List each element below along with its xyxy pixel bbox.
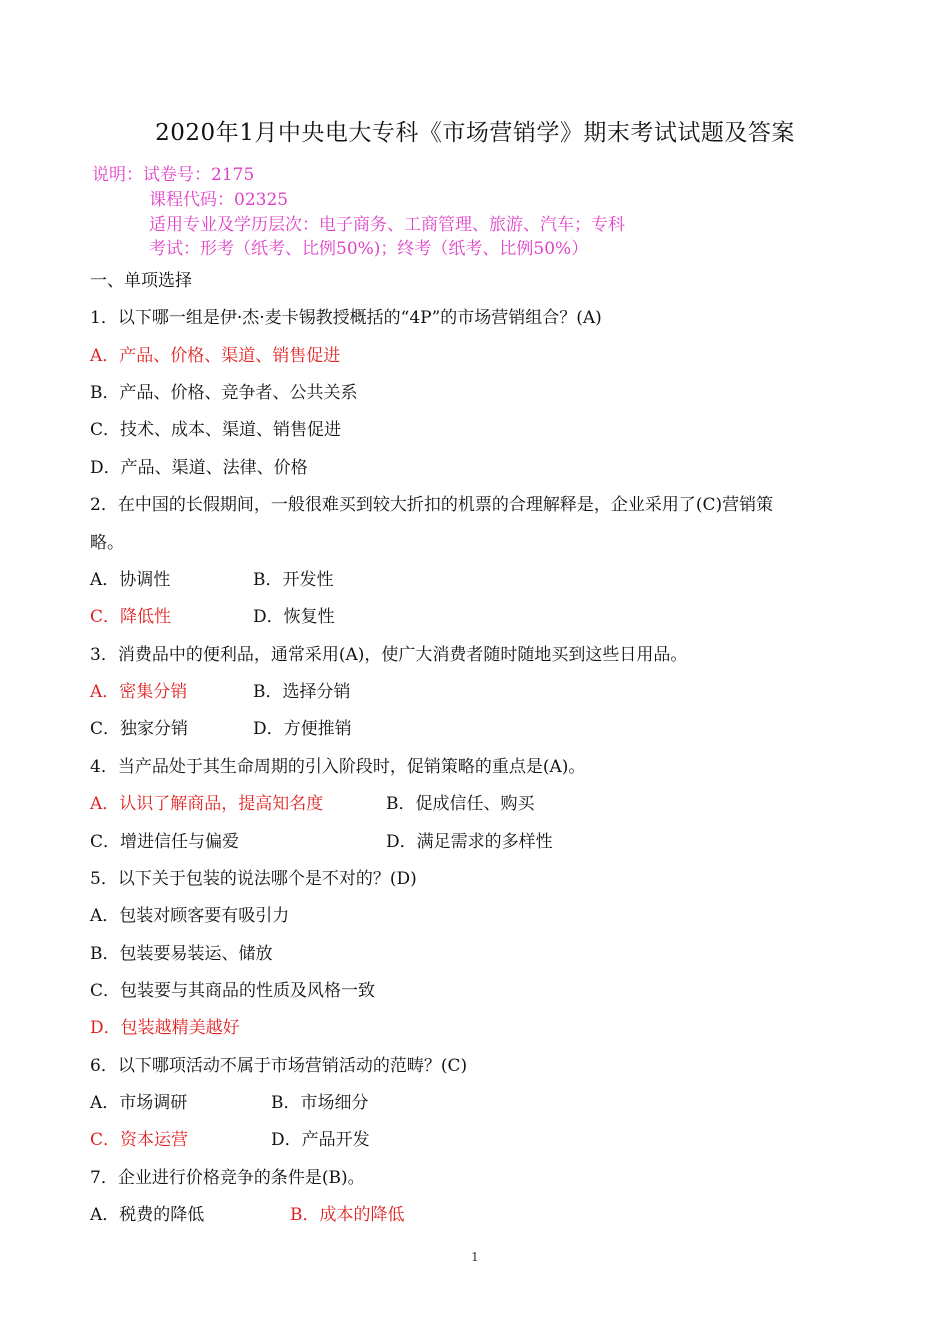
- question-5-option-a: A．包装对顾客要有吸引力: [90, 906, 290, 926]
- meta-paper-line: [92, 160, 254, 185]
- question-6-option-b: B．市场细分: [271, 1093, 369, 1113]
- meta-paper-number: 试卷号：2175: [143, 165, 255, 185]
- question-6-option-d: D．产品开发: [271, 1130, 370, 1150]
- question-7-stem: 7．企业进行价格竞争的条件是(B)。: [90, 1168, 365, 1188]
- question-3-option-a-answer: A．密集分销: [90, 682, 188, 702]
- meta-majors: 适用专业及学历层次：电子商务、工商管理、旅游、汽车；专科: [149, 215, 625, 235]
- question-3-option-d: D．方便推销: [253, 719, 352, 739]
- question-4-option-a-answer: A．认识了解商品，提高知名度: [90, 794, 324, 814]
- question-1-option-b: B．产品、价格、竞争者、公共关系: [90, 383, 358, 403]
- question-4-option-c: C．增进信任与偏爱: [90, 832, 240, 852]
- question-5-stem: 5．以下关于包装的说法哪个是不对的？(D): [90, 869, 417, 889]
- section-heading: 一、单项选择: [90, 271, 192, 291]
- question-2-option-a: A．协调性: [90, 570, 171, 590]
- question-1-option-c: C．技术、成本、渠道、销售促进: [90, 420, 342, 440]
- question-2-option-b: B．开发性: [253, 570, 334, 590]
- question-2-stem-line2: 略。: [90, 533, 124, 553]
- meta-label: 说明：: [92, 165, 143, 185]
- question-6-option-c-answer: C．资本运营: [90, 1130, 189, 1150]
- page-number: 1: [471, 1250, 479, 1264]
- question-5-option-d-answer: D．包装越精美越好: [90, 1018, 240, 1038]
- question-4-stem: 4．当产品处于其生命周期的引入阶段时，促销策略的重点是(A)。: [90, 757, 586, 777]
- meta-course-code: 课程代码：02325: [149, 190, 289, 210]
- document-title: 2020年1月中央电大专科《市场营销学》期末考试试题及答案: [155, 120, 795, 146]
- question-3-option-c: C．独家分销: [90, 719, 189, 739]
- question-4-option-d: D．满足需求的多样性: [386, 832, 553, 852]
- question-3-option-b: B．选择分销: [253, 682, 351, 702]
- question-1-stem: 1．以下哪一组是伊·杰·麦卡锡教授概括的“4P”的市场营销组合？(A): [90, 308, 602, 328]
- question-5-option-b: B．包装要易装运、储放: [90, 944, 273, 964]
- meta-exam: 考试：形考（纸考、比例50%)；终考（纸考、比例50%）: [149, 239, 589, 259]
- question-2-option-c-answer: C．降低性: [90, 607, 172, 627]
- question-5-option-c: C．包装要与其商品的性质及风格一致: [90, 981, 376, 1001]
- question-7-option-b-answer: B．成本的降低: [290, 1205, 405, 1225]
- question-6-stem: 6．以下哪项活动不属于市场营销活动的范畴？(C): [90, 1056, 468, 1076]
- question-6-option-a: A．市场调研: [90, 1093, 188, 1113]
- question-2-option-d: D．恢复性: [253, 607, 335, 627]
- question-7-option-a: A．税费的降低: [90, 1205, 205, 1225]
- question-4-option-b: B．促成信任、购买: [386, 794, 535, 814]
- question-1-option-d: D．产品、渠道、法律、价格: [90, 458, 308, 478]
- question-2-stem-line1: 2．在中国的长假期间，一般很难买到较大折扣的机票的合理解释是，企业采用了(C)营销策: [90, 495, 774, 515]
- question-3-stem: 3．消费品中的便利品，通常采用(A)，使广大消费者随时随地买到这些日用品。: [90, 645, 688, 665]
- question-1-option-a-answer: A．产品、价格、渠道、销售促进: [90, 346, 341, 366]
